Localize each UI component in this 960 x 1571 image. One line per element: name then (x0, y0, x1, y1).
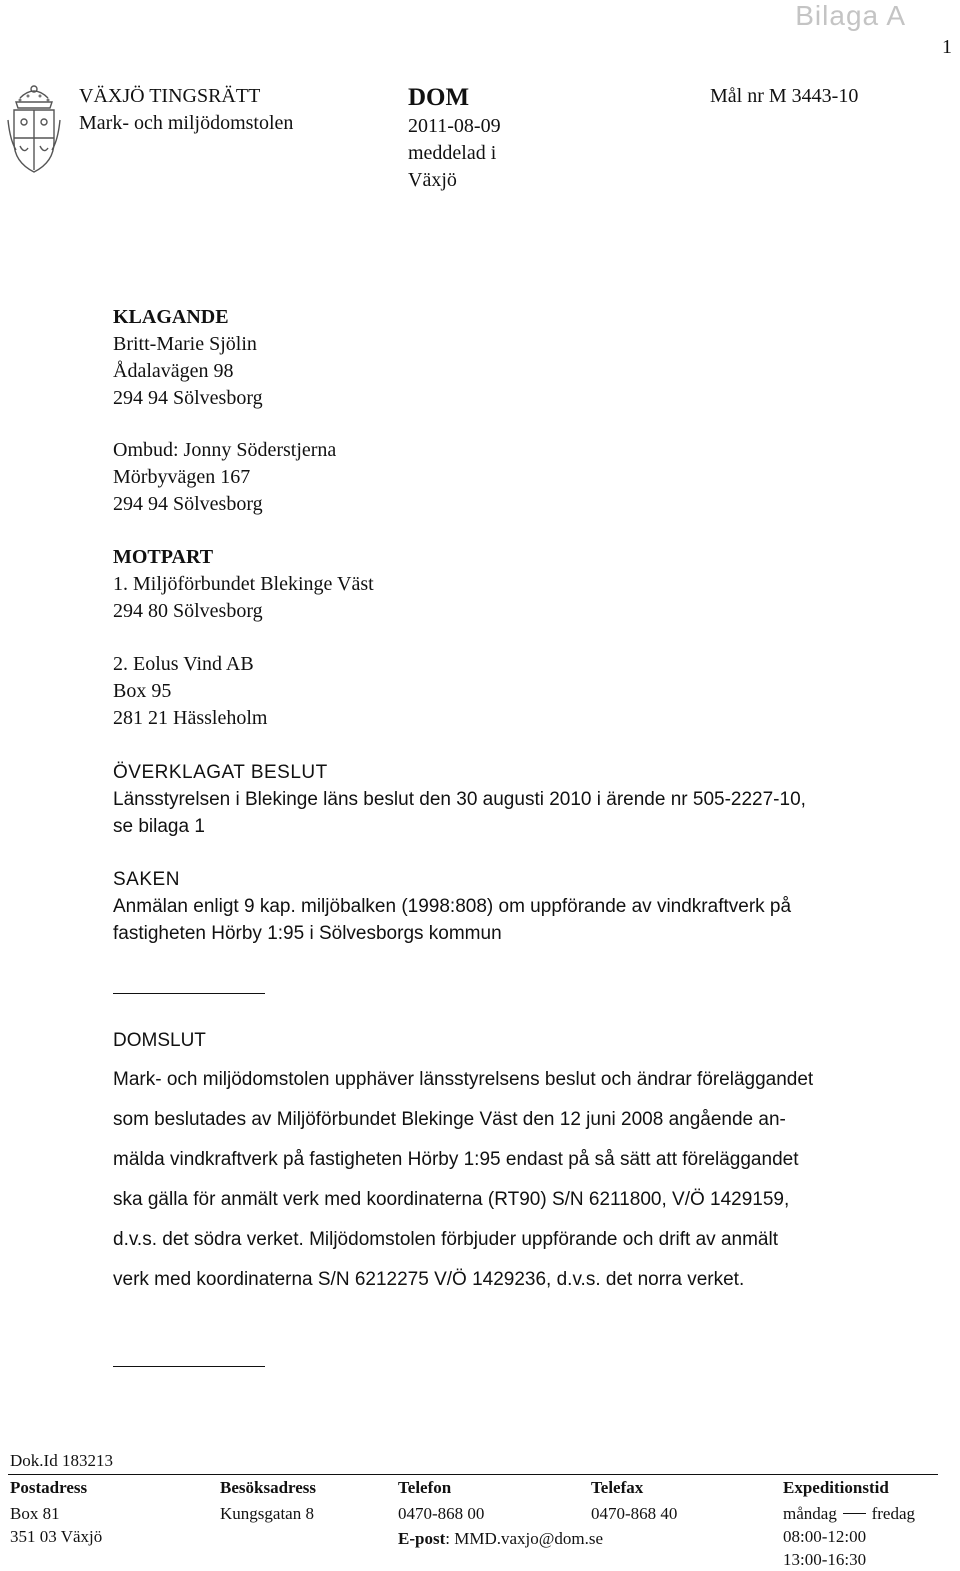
overklagat-section (113, 759, 806, 840)
postadress-heading: Postadress (10, 1478, 88, 1497)
telefon-heading: Telefon (398, 1478, 452, 1497)
domslut-line: ska gälla för anmält verk med koordinaterna (RT90) S/N 6211800, V/Ö 1429159, (113, 1189, 790, 1210)
saken-line: fastigheten Hörby 1:95 i Sölvesborgs kommun (113, 923, 502, 944)
judgment-header (408, 83, 501, 194)
klagande-city: 294 94 Sölvesborg (113, 387, 263, 409)
hours-line: 13:00-16:30 (783, 1550, 867, 1569)
footer-postadress (10, 1476, 102, 1548)
saken-heading: SAKEN (113, 869, 180, 890)
end-divider (113, 1366, 265, 1367)
case-number: Mål nr M 3443-10 (710, 85, 859, 107)
klagande-heading: KLAGANDE (113, 306, 229, 328)
expeditionstid-days (783, 1502, 915, 1525)
postadress-line: Box 81 (10, 1504, 60, 1523)
expeditionstid-heading: Expeditionstid (783, 1478, 889, 1497)
postadress-line: 351 03 Växjö (10, 1527, 103, 1546)
document-type: DOM (408, 84, 470, 111)
domslut-line: verk med koordinaterna S/N 6212275 V/Ö 1429236, d.v.s. det norra verket. (113, 1269, 745, 1290)
footer-telefon (398, 1476, 603, 1550)
court-name: VÄXJÖ TINGSRÄTT (79, 85, 261, 107)
court-division: Mark- och miljödomstolen (79, 112, 294, 134)
motpart-heading: MOTPART (113, 546, 214, 568)
domslut-line: mälda vindkraftverk på fastigheten Hörby 1:95 endast på så sätt att föreläggandet (113, 1149, 799, 1170)
hours-line: 08:00-12:00 (783, 1527, 867, 1546)
besoksadress-line: Kungsgatan 8 (220, 1504, 314, 1523)
motpart-2-city: 281 21 Hässleholm (113, 707, 268, 729)
telefax-line: 0470-868 40 (591, 1504, 678, 1523)
days-from: måndag (783, 1504, 837, 1523)
domslut-line: som beslutades av Miljöförbundet Blekinge Väst den 12 juni 2008 angående an- (113, 1109, 786, 1130)
besoksadress-heading: Besöksadress (220, 1478, 317, 1497)
klagande-section (113, 304, 263, 412)
attachment-stamp: Bilaga A (795, 0, 906, 31)
saken-line: Anmälan enligt 9 kap. miljöbalken (1998:808) om uppförande av vindkraftverk på (113, 896, 792, 917)
overklagat-heading: ÖVERKLAGAT BESLUT (113, 762, 328, 783)
ombud-name: Ombud: Jonny Söderstjerna (113, 439, 337, 461)
motpart-1-name: 1. Miljöförbundet Blekinge Väst (113, 573, 374, 595)
overklagat-line: se bilaga 1 (113, 816, 205, 837)
footer-expeditionstid (783, 1476, 915, 1571)
klagande-name: Britt-Marie Sjölin (113, 333, 257, 355)
page-number: 1 (942, 36, 952, 58)
ombud-section (113, 437, 336, 518)
motpart-section (113, 544, 374, 625)
ombud-city: 294 94 Sölvesborg (113, 493, 263, 515)
domslut-text (113, 1060, 903, 1300)
motpart-2-name: 2. Eolus Vind AB (113, 653, 254, 675)
domslut-line: d.v.s. det södra verket. Miljödomstolen förbjuder uppförande och drift av anmält (113, 1229, 778, 1250)
domslut-line: Mark- och miljödomstolen upphäver länsstyrelsens beslut och ändrar föreläggandet (113, 1069, 814, 1090)
days-dash (843, 1513, 866, 1514)
judgment-place: Växjö (408, 169, 457, 191)
klagande-street: Ådalavägen 98 (113, 360, 234, 382)
telefax-heading: Telefax (591, 1478, 644, 1497)
telefon-line: 0470-868 00 (398, 1504, 485, 1523)
motpart-2-box: Box 95 (113, 680, 172, 702)
court-crest-logo (6, 80, 62, 176)
domslut-heading: DOMSLUT (113, 1030, 206, 1051)
epost-address: : MMD.vaxjo@dom.se (445, 1529, 604, 1548)
footer-telefax (591, 1476, 677, 1525)
overklagat-line: Länsstyrelsen i Blekinge läns beslut den 30 augusti 2010 i ärende nr 505-2227-10, (113, 789, 806, 810)
announced-label: meddelad i (408, 142, 497, 164)
document-id: Dok.Id 183213 (10, 1451, 113, 1470)
judgment-date: 2011-08-09 (408, 115, 501, 137)
ombud-street: Mörbyvägen 167 (113, 466, 251, 488)
court-header (79, 83, 293, 137)
days-to: fredag (871, 1504, 915, 1523)
section-divider (113, 993, 265, 994)
motpart-1-city: 294 80 Sölvesborg (113, 600, 263, 622)
footer-besoksadress (220, 1476, 316, 1525)
motpart-2-section (113, 651, 267, 732)
epost-line (398, 1527, 603, 1550)
footer-divider (8, 1474, 938, 1475)
saken-section (113, 866, 791, 947)
epost-label: E-post (398, 1529, 446, 1548)
